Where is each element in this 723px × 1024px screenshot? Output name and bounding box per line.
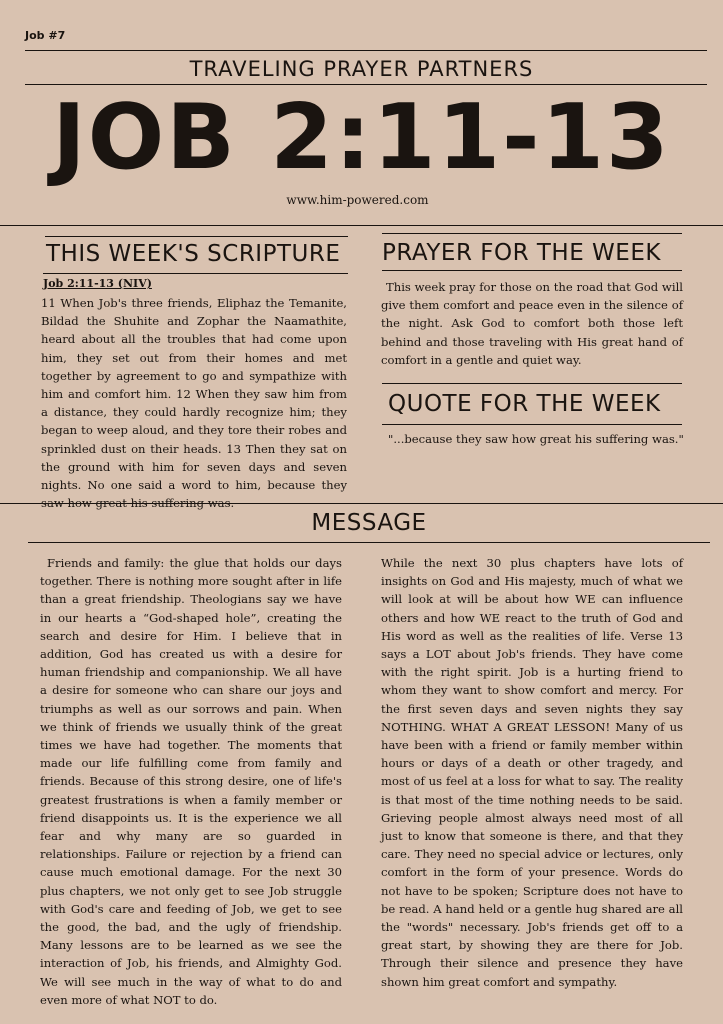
page-title: JOB 2:11-13	[52, 85, 671, 190]
scripture-top-rule	[45, 236, 348, 237]
quote-bottom-rule	[382, 424, 682, 425]
prayer-top-rule	[382, 233, 682, 234]
message-right-column: While the next 30 plus chapters have lots of insights on God and His majesty, much of what we will look at will be about how WE can influence others and how WE react to the truth of God and His word as well as the realities of life. Verse 13 says a LOT about Job's friends. They have come with the right spirit. Job is a hurting friend to whom they want to show comfort and mercy. For the first seven days and seven nights they say NOTHING. WHAT A GREAT LESSON! Many of us have been with a friend or family member within hours or days of a death or other tragedy, and most of us feel at a loss for what to say. The reality is that most of the time nothing needs to be said. Grieving people almost always need most of all just to know that someone is there, and that they care. They need no special advice or lectures, only comfort in the form of your presence. Words do not have to be spoken; Scripture does not have to be read. A hand held or a gentle hug shared are all the "words" necessary. Job's friends get off to a great start, by showing they are there for Job. Through their silence and presence they have shown him great comfort and sympathy.	[381, 556, 683, 989]
quote-text: "...because they saw how great his suffering was."	[388, 432, 684, 446]
scripture-bottom-rule	[43, 273, 348, 274]
message-bottom-rule	[28, 542, 710, 543]
scripture-reference: Job 2:11-13 (NIV)	[43, 277, 152, 290]
message-left-column: Friends and family: the glue that holds our days together. There is nothing more sought after in life than a great friendship. Theologians say we have in our hearts a “God-shaped hole”, creating the search and desire for Him. I believe that in addition, God has created us with a desire for human friendship and companionship. We all have a desire for someone who can share our joys and triumphs as well as our sorrows and pain. When we think of friends we usually think of the great times we have had together. The moments that made our life fulfilling come from family and friends. Because of this strong desire, one of life's greatest frustrations is when a family member or friend disappoints us. It is the experience we all fear and why many are so guarded in relationships. Failure or rejection by a friend can cause much emotional damage. For the next 30 plus chapters, we not only get to see Job struggle with God's care and feeding of Job, we get to see the good, the bad, and the ugly of friendship. Many lessons are to be learned as we see the interaction of Job, his friends, and Almighty God. We will see much in the way of what to do and even more of what NOT to do.	[40, 556, 342, 1007]
quote-top-rule	[382, 383, 682, 384]
prayer-heading: PRAYER FOR THE WEEK	[382, 240, 661, 266]
section-divider-top	[0, 225, 723, 226]
scripture-heading: THIS WEEK'S SCRIPTURE	[46, 241, 341, 267]
prayer-bottom-rule	[382, 270, 682, 271]
job-number: Job #7	[25, 29, 66, 42]
header-subtitle: TRAVELING PRAYER PARTNERS	[189, 57, 534, 81]
message-heading: MESSAGE	[311, 510, 427, 536]
message-top-rule	[0, 503, 723, 504]
prayer-text: This week pray for those on the road that God will give them comfort and peace even in the silence of the night. Ask God to comfort both those left behind and those traveling with His great hand of comfort in a gentle and quiet way.	[381, 280, 683, 367]
quote-heading: QUOTE FOR THE WEEK	[388, 391, 661, 417]
header-top-rule	[25, 50, 707, 51]
website-url: www.him-powered.com	[286, 193, 429, 207]
scripture-text: 11 When Job's three friends, Eliphaz the Temanite, Bildad the Shuhite and Zophar the Naamathite, heard about all the troubles that had come upon him, they set out from their homes and met together by agreement to go and sympathize with him and comfort him. 12 When they saw him from a distance, they could hardly recognize him; they began to weep aloud, and they tore their robes and sprinkled dust on their heads. 13 Then they sat on the ground with him for seven days and seven nights. No one said a word to him, because they saw how great his suffering was.	[41, 296, 347, 511]
